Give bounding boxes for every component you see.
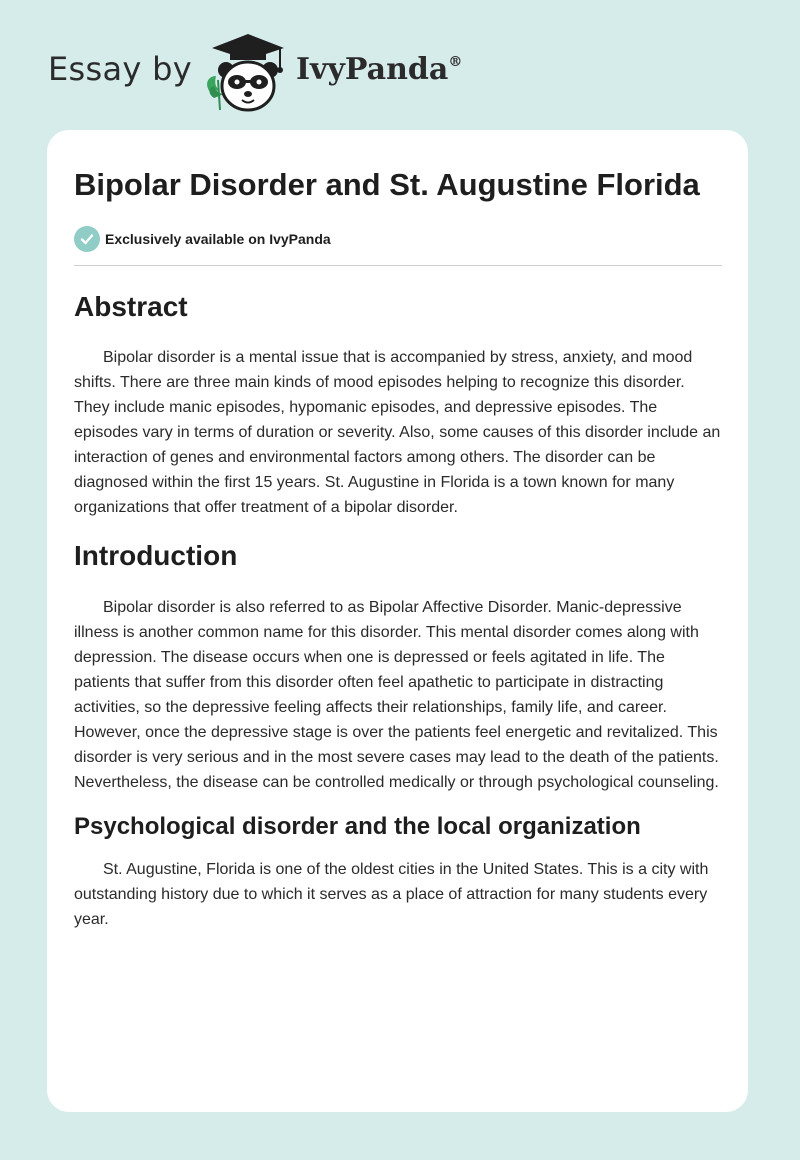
essay-content xyxy=(74,164,722,932)
exclusive-badge xyxy=(74,226,722,252)
section-text-abstract: Bipolar disorder is a mental issue that is accompanied by stress, anxiety, and mood shifts. There are three main kinds of mood episodes helping to recognize this disorder. They include manic episodes, hypomanic episodes, and depressive episodes. The episodes vary in terms of duration or severity. Also, some causes of this disorder include an interaction of genes and environmental factors among others. The disorder can be diagnosed within the first 15 years. St. Augustine in Florida is a town known for many organizations that offer treatment of a bipolar disorder. xyxy=(74,349,721,516)
site-header xyxy=(48,30,748,120)
divider xyxy=(74,265,722,266)
section-text-introduction: Bipolar disorder is also referred to as Bipolar Affective Disorder. Manic-depressive illness is another common name for this disorder. This mental disorder comes along with depression. The disease occurs when one is depressed or feels agitated in life. The patients that suffer from this disorder often feel apathetic to participate in distracting activities, so the depressive feeling affects their relationships, family life, and career. However, once the depressive stage is over the patients feel energetic and revitalized. This disorder is very serious and in the most severe cases may lead to the death of the patients. Nevertheless, the disease can be controlled medically or through psychological counseling. xyxy=(74,599,719,791)
checkmark-icon xyxy=(74,226,100,252)
section-text-psychological-disorder: St. Augustine, Florida is one of the oldest cities in the United States. This is a city with outstanding history due to which it serves as a place of attraction for many students every year. xyxy=(74,861,709,928)
essay-by-label: Essay by xyxy=(48,50,192,88)
exclusive-label: Exclusively available on IvyPanda xyxy=(105,231,331,247)
panda-logo-icon[interactable] xyxy=(200,32,296,114)
essay-card xyxy=(47,130,748,1112)
brand-name[interactable]: IvyPanda® xyxy=(296,52,463,87)
section-heading-abstract: Abstract xyxy=(74,291,188,322)
section-heading-psychological-disorder: Psychological disorder and the local organization xyxy=(74,813,641,840)
section-heading-introduction: Introduction xyxy=(74,540,238,571)
essay-title: Bipolar Disorder and St. Augustine Florida xyxy=(74,167,700,202)
